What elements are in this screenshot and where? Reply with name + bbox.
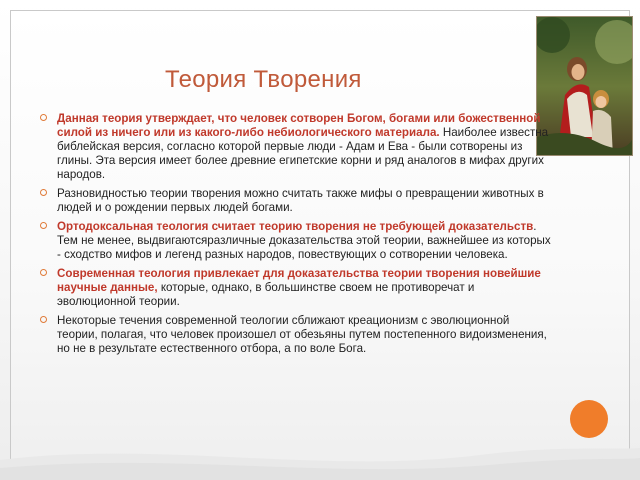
bullet-item xyxy=(40,220,552,262)
bullet-item xyxy=(40,267,552,309)
slide-title: Теория Творения xyxy=(165,66,362,93)
circle-bullet-icon xyxy=(40,189,47,196)
bullet-item xyxy=(40,314,552,356)
circle-bullet-icon xyxy=(40,114,47,121)
bullet-text: Наиболее известна библейская версия, согласно которой первые люди - Адам и Ева - были сотворены из глины. Эта версия имеет бoлее древние египетские корни и ряд аналогов в мифах других народов. xyxy=(57,126,549,181)
circle-bullet-icon xyxy=(40,222,47,229)
bullet-text: Некоторые течения современной теологии сближают креационизм с эволюционной теории, полагая, что человек произошел от обезьяны путем постепенного видоизменения, но не в результате естественного отбора, а по воле Бога. xyxy=(57,314,547,355)
circle-bullet-icon xyxy=(40,269,47,276)
decorative-wave xyxy=(0,420,640,480)
bullet-list xyxy=(40,112,552,361)
orange-circle-decoration xyxy=(570,400,608,438)
bullet-item xyxy=(40,187,552,215)
circle-bullet-icon xyxy=(40,316,47,323)
bullet-highlight-text: Ортодоксальная теология считает теорию творения не требующей доказательств xyxy=(57,220,534,233)
bullet-highlight-text: Данная теория утверждает, что человек сотворен Богом, богами или божественной силой из ничего или из какого-либо небиологического материала. xyxy=(57,112,541,139)
bullet-text: которые, однако, в большинстве своем не противоречат и эволюционной теории. xyxy=(57,281,475,308)
bullet-text: Разновидностью теории творения можно считать также мифы о превращении животных в людей и о рождении первых людей богами. xyxy=(57,187,544,214)
bullet-highlight-text: Современная теология привлекает для доказательства теории творения новейшие научные данные, xyxy=(57,267,541,294)
bullet-text: . Тем не менее, выдвигаютсяразличные доказательства этой теории, важнейшее из которых - сходство мифов и легенд разных народов, повествующих о сотворении человека. xyxy=(57,220,551,261)
bullet-item xyxy=(40,112,552,182)
